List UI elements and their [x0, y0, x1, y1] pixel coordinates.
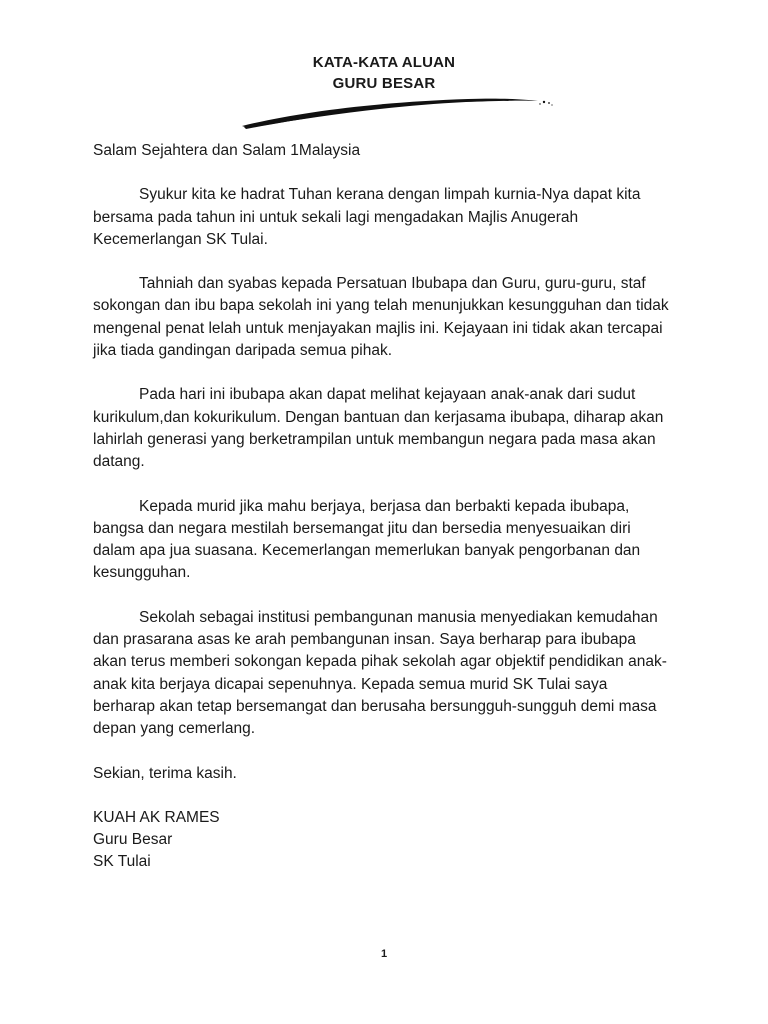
title-block: [0, 52, 768, 94]
page-number: 1: [380, 948, 388, 960]
letter-body: [93, 140, 673, 874]
paragraph-3: Pada hari ini ibubapa akan dapat melihat kejayaan anak-anak dari sudut kurikulum,dan kokurikulum. Dengan bantuan dan kerjasama ibubapa, diharap akan lahirlah generasi yang berketrampilan untuk membangun negara pada masa akan datang.: [93, 386, 664, 471]
greeting: Salam Sejahtera dan Salam 1Malaysia: [93, 142, 361, 159]
document-title: KATA-KATA ALUAN: [312, 54, 456, 71]
closing: Sekian, terima kasih.: [93, 764, 237, 782]
paragraph-5: Sekolah sebagai institusi pembangunan manusia menyediakan kemudahan dan prasarana asas ke arah pembangunan insan. Saya berharap para ibubapa akan terus memberi sokongan kepada pihak sekolah agar objektif pendidikan anak-anak kita berjaya dicapai sepenuhnya. Kepada semua murid SK Tulai saya berharap akan tetap bersemangat dan berusaha bersungguh-sungguh demi masa depan yang cemerlang.: [93, 608, 667, 738]
signature-position: Guru Besar: [93, 831, 173, 849]
document-subtitle: GURU BESAR: [332, 75, 436, 92]
paragraph-4: Kepada murid jika mahu berjaya, berjasa dan berbakti kepada ibubapa, bangsa dan negara mestilah bersemangat jitu dan bersedia menyesuaikan diri dalam apa jua suasana. Kecemerlangan memerlukan banyak pengorbanan dan kesungguhan.: [93, 497, 641, 582]
signature-school: SK Tulai: [93, 853, 151, 871]
brush-stroke-divider-icon: [238, 92, 558, 132]
paragraph-1: Syukur kita ke hadrat Tuhan kerana dengan limpah kurnia-Nya dapat kita bersama pada tahun ini untuk sekali lagi mengadakan Majlis Anugerah Kecemerlangan SK Tulai.: [93, 186, 641, 248]
signature-name: KUAH AK RAMES: [93, 808, 220, 826]
signature-block: [93, 807, 673, 874]
paragraph-2: Tahniah dan syabas kepada Persatuan Ibubapa dan Guru, guru-guru, staf sokongan dan ibu bapa sekolah ini yang telah menunjukkan kesungguhan dan tidak mengenal penat lelah untuk menjayakan majlis ini. Kejayaan ini tidak akan tercapai jika tiada gandingan daripada semua pihak.: [93, 275, 669, 360]
